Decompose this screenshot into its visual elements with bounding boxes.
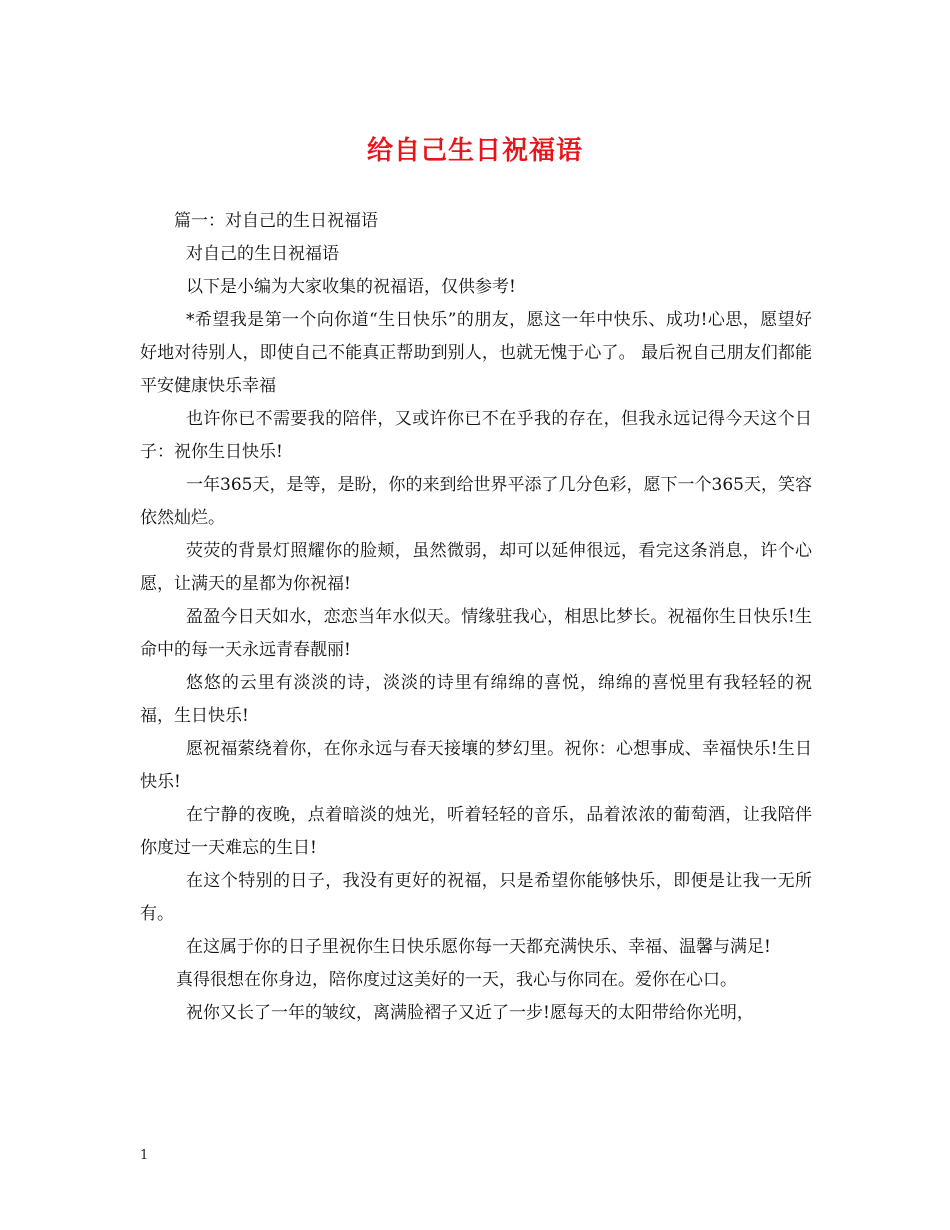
paragraph: 悠悠的云里有淡淡的诗，淡淡的诗里有绵绵的喜悦，绵绵的喜悦里有我轻轻的祝福，生日快乐! [140, 673, 812, 726]
document-body [140, 205, 812, 1030]
page-number: 1 [140, 1148, 149, 1163]
paragraph: 祝你又长了一年的皱纹，离满脸褶子又近了一步!愿每天的太阳带给你光明， [186, 1003, 754, 1023]
paragraph: 篇一：对自己的生日祝福语 [174, 211, 378, 231]
document-title: 给自己生日祝福语 [366, 136, 583, 166]
paragraph: 盈盈今日天如水，恋恋当年水似天。情缘驻我心，相思比梦长。祝福你生日快乐!生命中的每一天永远青春靓丽! [140, 607, 812, 660]
paragraph: 愿祝福萦绕着你，在你永远与春天接壤的梦幻里。祝你：心想事成、幸福快乐!生日快乐! [140, 739, 812, 792]
paragraph: 在这属于你的日子里祝你生日快乐愿你每一天都充满快乐、幸福、温馨与满足! [186, 937, 771, 957]
paragraph: 一年365天，是等，是盼，你的来到给世界平添了几分色彩，愿下一个365天，笑容依然灿烂。 [140, 475, 812, 528]
paragraph: 在这个特别的日子，我没有更好的祝福，只是希望你能够快乐，即便是让我一无所有。 [140, 871, 812, 924]
paragraph: *希望我是第一个向你道“生日快乐”的朋友，愿这一年中快乐、成功!心思，愿望好好地对待别人，即使自己不能真正帮助到别人，也就无愧于心了。 最后祝自己朋友们都能平安健康快乐幸福 [140, 310, 812, 396]
paragraph: 真得很想在你身边，陪你度过这美好的一天，我心与你同在。爱你在心口。 [176, 970, 737, 990]
paragraph: 以下是小编为大家收集的祝福语，仅供参考! [186, 277, 516, 297]
paragraph: 在宁静的夜晚，点着暗淡的烛光，听着轻轻的音乐，品着浓浓的葡萄酒，让我陪伴你度过一天难忘的生日! [140, 805, 812, 858]
paragraph: 也许你已不需要我的陪伴，又或许你已不在乎我的存在，但我永远记得今天这个日子：祝你生日快乐! [140, 409, 812, 462]
paragraph: 荧荧的背景灯照耀你的脸颊，虽然微弱，却可以延伸很远，看完这条消息，许个心愿，让满天的星都为你祝福! [140, 541, 812, 594]
paragraph: 对自己的生日祝福语 [186, 244, 339, 264]
